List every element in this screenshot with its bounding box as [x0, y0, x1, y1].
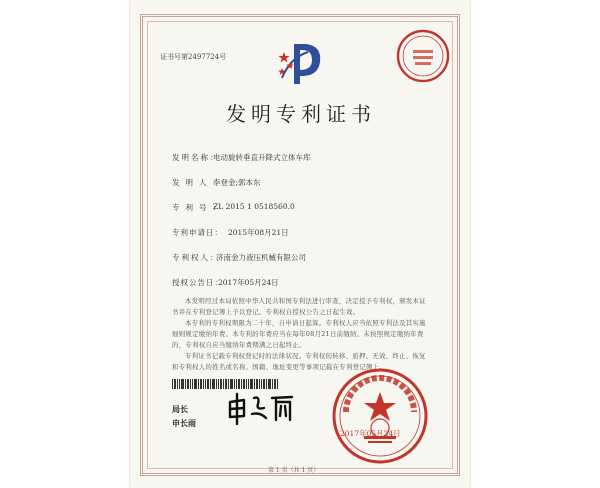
signature-name: 申长雨: [172, 418, 196, 428]
handwritten-signature-icon: [226, 392, 296, 426]
approval-stamp-icon: [395, 28, 451, 84]
field-label-patentee: 专利权人：: [172, 253, 220, 262]
field-value-application-date: 2015年08月21日: [228, 228, 289, 237]
barcode: [172, 379, 278, 389]
certificate-number: 证书号第2497724号: [160, 53, 227, 61]
field-value-patent-number: ZL 2015 1 0518560.0: [213, 202, 295, 211]
field-value-patentee: 济南金力液压机械有限公司: [216, 253, 306, 262]
patent-office-emblem-icon: [276, 38, 326, 88]
body-paragraph: 本发明经过本局依照中华人民共和国专利法进行审查，决定授予专利权，颁发本证书并在专利登记簿上予以登记。专利权自授权公告之日起生效。: [172, 297, 426, 316]
field-label-patent-number: 专利号：: [172, 203, 226, 212]
certificate-title: 发明专利证书: [226, 102, 376, 126]
body-paragraph: 专利证书记载专利权登记时的法律状况。专利权的转移、质押、无效、终止、恢复和专利权人的姓名或名称、国籍、地址变更等事项记载在专利登记簿上。: [172, 352, 426, 371]
seal-date: 2017年05月24日: [340, 429, 401, 438]
field-value-inventor: 李登金;郭本东: [213, 178, 261, 187]
field-label-application-date: 专利申请日：: [172, 228, 223, 237]
official-seal-icon: [330, 366, 430, 466]
field-label-inventor: 发明人：: [172, 178, 226, 187]
body-paragraph: 本专利的专利权期限为二十年，自申请日起算。专利权人应当依照专利法及其实施细则规定缴纳年费。本专利的年费应当在每年08月21日前缴纳。未按照规定缴纳年费的，专利权自应当缴纳年费期满之日起终止。: [172, 319, 426, 349]
field-label-invention-name: 发明名称：: [172, 153, 220, 162]
signature-title: 局长: [172, 404, 188, 414]
page-footer: 第 1 页（共 1 页）: [268, 467, 320, 474]
field-label-grant-date: 授权公告日：: [172, 278, 223, 287]
field-value-grant-date: 2017年05月24日: [218, 278, 279, 287]
field-value-invention-name: 电动旋转垂直升降式立体车库: [213, 153, 311, 162]
